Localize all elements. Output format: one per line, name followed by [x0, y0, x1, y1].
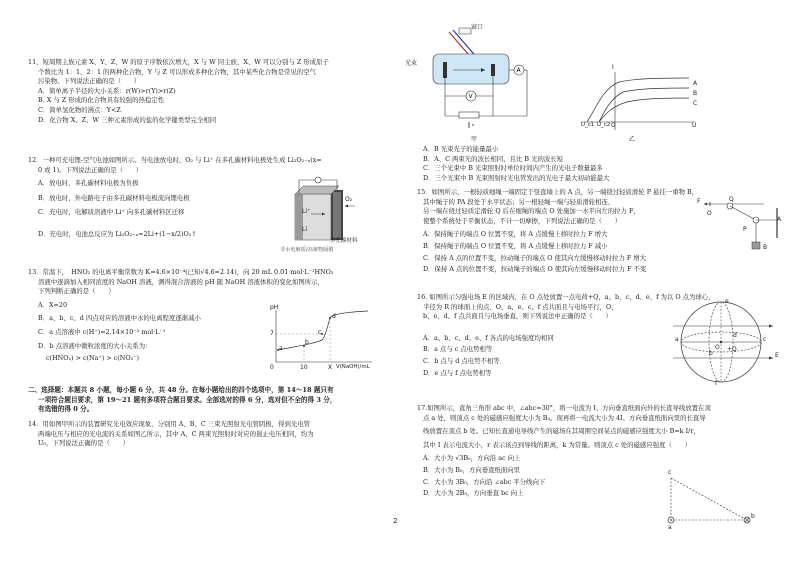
q15-stem-line: 其中绳子的 PA 段处于水平状态；另一根轻绳一端与轻质滑轮相连， — [423, 197, 615, 206]
q16-stem-line: 半径为 R 的球面上的点，O、a、e、c、f 点共面且与电场平行，O、 — [423, 302, 618, 311]
q14-option-c: C．三个光束中 B 光束照射时单位时间内产生的光电子数量最多 — [423, 164, 603, 173]
q16-stem-line: 16. 如图所示匀强电场 E 的区域内，在 O 点处放置一点电荷+Q，a、b、c、d、e、f 为以 O 点为球心、 — [417, 293, 715, 301]
ph-titration-graph — [268, 306, 378, 370]
weight-b-label: B — [763, 244, 768, 251]
field-e-label: E — [775, 352, 779, 359]
svg-text:A: A — [516, 67, 521, 74]
charge-q-label: +Q — [727, 346, 737, 353]
q17-option-b: B．大小为 B₀，方向垂直纸面向里 — [423, 465, 521, 474]
voltage-axis-label: U — [692, 122, 697, 129]
li-label: Li — [302, 226, 308, 233]
point-b-label: b — [305, 339, 309, 346]
curve-c-label: C — [693, 100, 698, 107]
q14-option-b: B．A、C 两束光的波长相同，且比 B 光的波长短 — [423, 154, 564, 163]
q14-stem-line: U₀，下列说法正确的是（ ） — [38, 439, 130, 448]
point-c-label: c — [318, 329, 322, 336]
q17-stem-line: 17.如图所示，直角三角形 abc 中，∠abc=30°，将一电流为 I、方向垂直纸面向外的长直导线放置在顶 — [417, 404, 711, 412]
figure-yi-caption: 乙 — [629, 136, 636, 143]
q12-option-c: C．充电时，电解质溶液中 Li⁺ 向多孔碳材料区迁移 — [38, 208, 185, 217]
figure-jia-caption: 甲 — [471, 136, 478, 143]
origin-label: 0 — [270, 364, 274, 371]
q13-stem-line: 下列判断正确的是（ ） — [38, 287, 115, 296]
window-label: 窗口 — [471, 24, 484, 31]
q14-option-d: D．三个光束中 B 光束照射时光电管发出的光电子最大初动能最大 — [423, 173, 610, 182]
q13-stem-line: 13．常温下， HNO₂ 的电离平衡常数为 K=4.6×10⁻⁴(已知√4.6=2.14)，向 20 mL 0.01 mol·L⁻¹HNO₂ — [28, 268, 334, 276]
q15-stem-line: 15．如图所示，一根轻质细绳一端固定于竖直墙上的 A 点，另一端绕过轻质滑轮 P 悬挂一重物 B， — [417, 188, 699, 196]
q15-option-a: A．保持绳子的端点 O 位置不变，将 A 点缓慢上移时拉力 F 增大 — [423, 230, 608, 239]
q16-stem-line: b、e、d、f 点共面且与电场垂直，则下列说法中正确的是（ ） — [423, 312, 612, 321]
q11-stem-line: 个数比为 1：1、2：1 的两种化合物，Y 与 Z 可以形成多种化合物，其中某些化合物是常见的空气 — [38, 67, 316, 76]
q13-option-d-relation: c(HNO₂) > c(Na⁺) > c(NO₂⁻) — [46, 354, 140, 363]
uc2-label: U_c2 — [597, 122, 611, 128]
q13-option-b: B．a、b、c、d 四点对应的溶液中水的电离程度逐渐减小 — [38, 314, 201, 323]
q16-option-a: A．a、b、c、d、e、f 各点的电场强度均相同 — [423, 333, 554, 342]
q12-option-d: D．充电时，电池总反应为 Li₂O₂₋ₓ=2Li+(1−x/2)O₂↑ — [38, 229, 197, 238]
tick-x-label: X — [328, 364, 333, 371]
sphere-point-a: a — [675, 336, 679, 343]
graph-origin-label: O — [611, 122, 616, 129]
q16-option-c: C．b 点与 d 点电势不相等 — [423, 356, 500, 365]
q15-option-d: D．保持 A 点的位置不变，拉动绳子的端点 O 使其向左缓慢移动时拉力 F 不变 — [423, 265, 647, 274]
q14-stem-line: 两端电压与相应的光电流的关系如图乙所示，其中 A、C 两束光照射时对应的遏止电压相同，均为 — [38, 429, 314, 438]
q11-stem-line: 11、短周期主族元素 X、Y、Z、W 的原子序数依次增大，X 与 W 同主族，X、W 可以分别与 Z 形成原子 — [28, 58, 329, 66]
point-o-label: O — [707, 210, 712, 217]
q17-stem-line: 其中 I 表示电流大小，r 表示该点到导线的距离，k 为常量。则顶点 c 处的磁感应强度（ ） — [423, 440, 692, 449]
point-a-label: a — [279, 345, 283, 352]
q12-option-b: B．放电时，外电路电子由多孔碳材料电极流向锂电极 — [38, 193, 190, 202]
vertex-c-label: c — [668, 469, 672, 476]
q13-option-d: D．b 点溶液中微粒浓度的大小关系为： — [38, 341, 152, 350]
separator-caption: 非水电解质/高聚物隔膜 — [280, 247, 334, 253]
q13-option-c: C．a 点溶液中 c(H⁺)=2.14×10⁻³ mol·L⁻¹ — [38, 327, 166, 336]
q16-option-b: B．a 点与 c 点电势相等 — [423, 345, 493, 354]
pulley-system-figure — [702, 198, 782, 256]
q15-option-b: B．保持绳子的端点 O 位置不变，将 A 点缓慢上移时拉力 F 减小 — [423, 241, 608, 250]
porous-carbon-label: 多孔碳材料 — [330, 238, 358, 244]
q15-stem-line: 使整个系统处于平衡状态，不计一切摩擦，下列说法正确的是（ ） — [423, 216, 622, 225]
curve-b-label: B — [693, 90, 698, 97]
q12-option-a: A．放电时，多孔碳材料电极为负极 — [38, 179, 139, 188]
uc1-label: U_c1 — [581, 122, 595, 128]
question-15 — [417, 188, 717, 275]
q15-stem-line: 另一端在绕过轻质定滑轮 Q 后在细绳的端点 O 处施加一水平向左的拉力 F， — [423, 207, 640, 216]
question-11 — [28, 58, 378, 125]
li-ion-label: Li⁺ — [302, 208, 311, 215]
tick-10-label: 10 — [300, 364, 308, 371]
q15-option-c: C．保持 A 点的位置不变，拉动绳子的端点 O 使其向左缓慢移动时拉力 F 增大 — [423, 253, 647, 262]
naoh-axis-label: V(NaOH)/mL — [336, 364, 370, 370]
q17-option-a: A．大小为 √3B₀，方向沿 ac 向上 — [423, 454, 521, 463]
sphere-point-f: f — [715, 380, 718, 387]
svg-text:V: V — [468, 93, 473, 100]
q12-stem-line: 12．一种可充电锂-空气电池如图所示。当电池放电时，O₂ 与 Li⁺ 在多孔碳材料电极处生成 Li₂O₂₋ₓ(x= — [28, 156, 322, 164]
section-2-line: 有选错的得 0 分。 — [38, 405, 94, 414]
triangle-wires-figure — [659, 470, 759, 530]
q17-option-d: D．大小为 2B₀，方向垂直 bc 向上 — [423, 489, 524, 498]
ph-axis-label: pH — [270, 304, 279, 311]
sphere-center-o: O — [715, 344, 720, 351]
section-2-line: 二、选择题：本题共 8 小题，每小题 6 分，共 48 分。在每小题给出的四个选项中，第 14～18 题只有 — [28, 386, 334, 394]
sphere-point-c: c — [763, 336, 767, 343]
pulley-q-label: Q — [729, 196, 734, 203]
q14-stem-line: 14．用如图甲所示的装置研究光电效应现象，分别用 A、B、C 三束光照射光电管阴极，得到光电管 — [28, 420, 311, 428]
q13-option-a: A．X=20 — [38, 300, 68, 309]
sphere-point-e: e — [725, 298, 729, 305]
pulley-p-label: P — [743, 226, 747, 233]
curve-a-label: A — [693, 80, 698, 87]
question-14-options — [423, 145, 783, 183]
current-axis-label: I — [612, 64, 614, 71]
q11-option-c: C．简单氢化物的沸点：Y<Z — [38, 105, 121, 114]
photoelectric-apparatus-figure — [419, 20, 529, 130]
o2-label: O₂ — [345, 196, 353, 203]
section-2-line: 一项符合题目要求，第 19～21 题有多项符合题目要求。全部选对的得 6 分，选对但不全的得 3 分， — [38, 395, 337, 404]
q12-stem-line: 0 或 1)。下列说法正确的是（ ） — [38, 165, 143, 174]
iu-curves-graph — [577, 70, 697, 132]
force-f-label: F — [697, 198, 701, 205]
sphere-point-d: d — [733, 332, 737, 339]
q17-stem-line: 线放置在顶点 b 处。已知长直通电导线产生的磁场在其周围空间某点的磁感应强度大小 B=k I/r， — [423, 427, 700, 436]
point-a-wall-label: A — [777, 216, 782, 223]
q11-option-a: A．简单离子半径的大小关系：r(W)>r(Y)>r(Z) — [38, 86, 176, 95]
sphere-point-b: b — [709, 350, 713, 357]
q11-option-b: B. X 与 Z 形成的化合物具有较强的热稳定性 — [38, 96, 165, 105]
vertex-b-label: b — [751, 513, 755, 520]
q13-stem-line: 溶液中逐滴加入相同浓度的 NaOH 溶液，测得混合溶液的 pH 随 NaOH 溶液体积的变化如图所示， — [38, 277, 324, 286]
vertex-a-label: a — [668, 524, 672, 531]
page-number: 2 — [393, 517, 398, 525]
q17-option-c: C．大小为 3B₀，方向沿 ∠abc 平分线向下 — [423, 477, 546, 486]
ph-7-tick: 7 — [270, 330, 274, 337]
q11-stem-line: 污染物。下列说法正确的是（ ） — [38, 77, 141, 86]
question-14 — [28, 420, 388, 449]
section-2-header — [28, 386, 388, 415]
beam-label: 光束 — [405, 60, 418, 67]
q16-option-d: D．e 点与 f 点电势相等 — [423, 368, 492, 377]
right-column — [397, 0, 794, 561]
q11-option-d: D．化合物 X、Z、W 三种元素形成的盐的化学键类型完全相同 — [38, 115, 217, 124]
q17-stem-line: 点 a 处，则顶点 c 处的磁感应强度大小为 B₀。现再将一电流大小为 4I、方向垂直纸面向里的长直导 — [423, 413, 706, 422]
q14-option-a: A．B 光束光子的能量最小 — [423, 145, 499, 153]
point-d-label: d — [332, 313, 336, 320]
